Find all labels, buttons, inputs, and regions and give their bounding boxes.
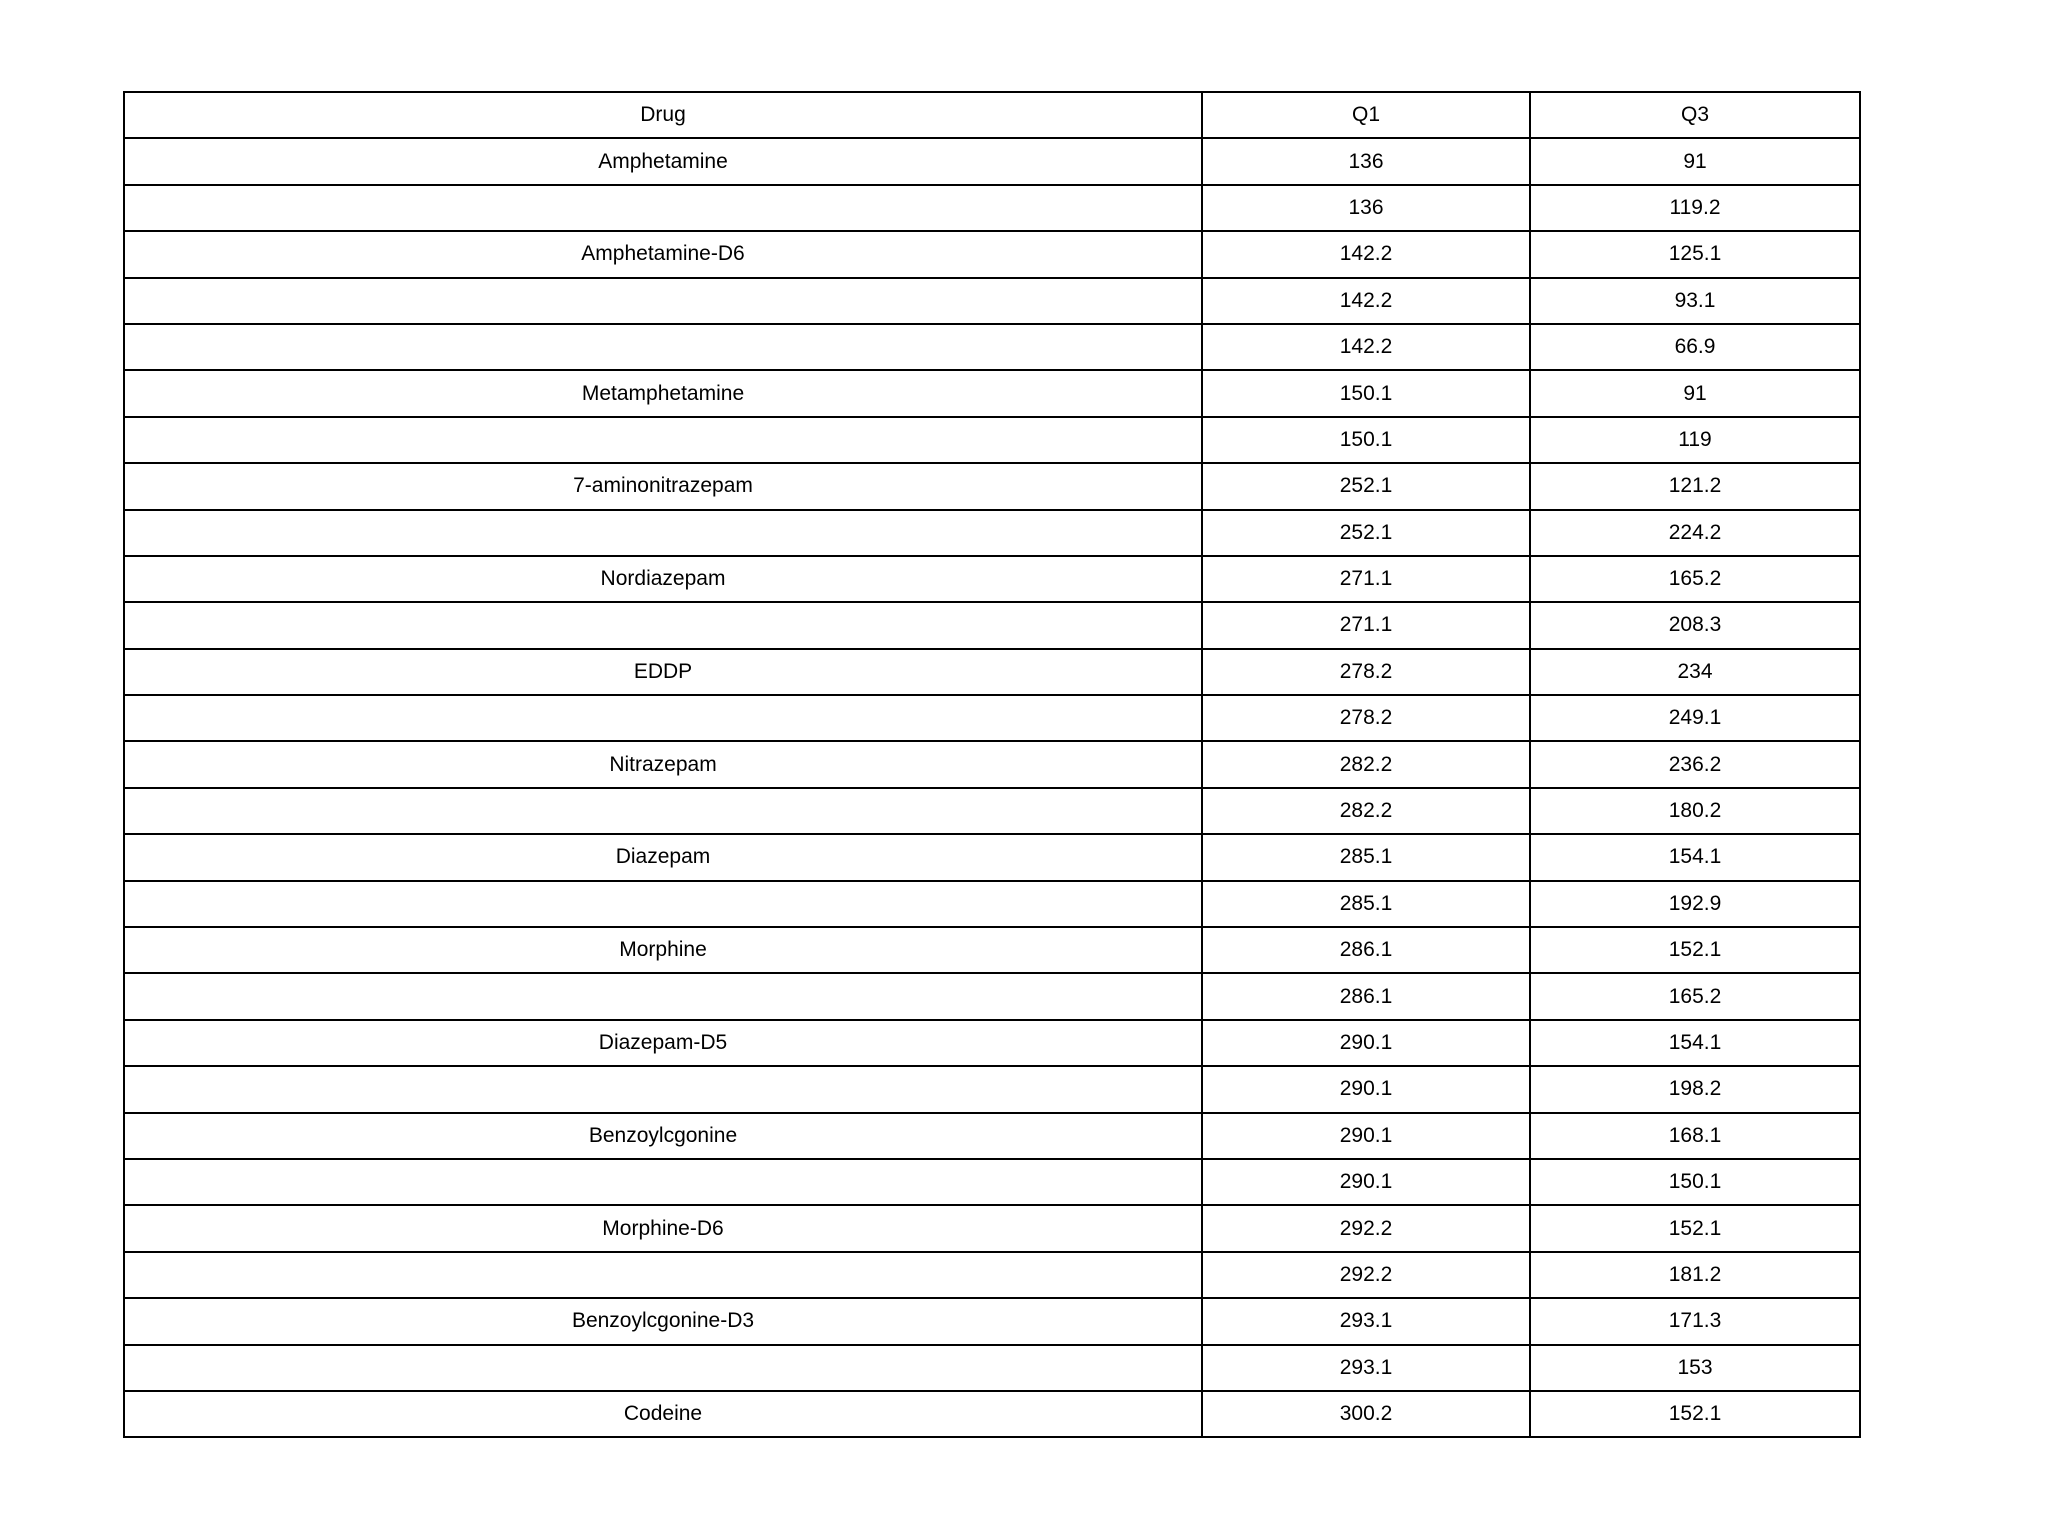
table-row bbox=[124, 1159, 1860, 1205]
table-row bbox=[124, 556, 1860, 602]
cell-q1: 285.1 bbox=[1202, 881, 1530, 927]
cell-q1: 142.2 bbox=[1202, 324, 1530, 370]
cell-drug: Morphine-D6 bbox=[124, 1205, 1202, 1251]
cell-drug: Diazepam bbox=[124, 834, 1202, 880]
table-row bbox=[124, 1345, 1860, 1391]
cell-q3: 152.1 bbox=[1530, 1391, 1860, 1437]
cell-q3: 236.2 bbox=[1530, 741, 1860, 787]
cell-drug bbox=[124, 1159, 1202, 1205]
cell-q1: 252.1 bbox=[1202, 510, 1530, 556]
cell-q3: 119.2 bbox=[1530, 185, 1860, 231]
cell-drug bbox=[124, 185, 1202, 231]
cell-drug: Diazepam-D5 bbox=[124, 1020, 1202, 1066]
cell-drug: Amphetamine-D6 bbox=[124, 231, 1202, 277]
cell-drug: Codeine bbox=[124, 1391, 1202, 1437]
cell-q1: 293.1 bbox=[1202, 1345, 1530, 1391]
cell-q3: 208.3 bbox=[1530, 602, 1860, 648]
cell-q3: 168.1 bbox=[1530, 1113, 1860, 1159]
header-drug: Drug bbox=[124, 92, 1202, 138]
table-row bbox=[124, 1391, 1860, 1437]
cell-drug bbox=[124, 973, 1202, 1019]
drug-transition-table bbox=[123, 91, 1861, 1438]
cell-q1: 292.2 bbox=[1202, 1252, 1530, 1298]
cell-drug bbox=[124, 695, 1202, 741]
cell-q1: 271.1 bbox=[1202, 602, 1530, 648]
table-row bbox=[124, 695, 1860, 741]
table-row bbox=[124, 602, 1860, 648]
cell-q3: 121.2 bbox=[1530, 463, 1860, 509]
table-row bbox=[124, 510, 1860, 556]
cell-drug bbox=[124, 1345, 1202, 1391]
table-row bbox=[124, 834, 1860, 880]
table-row bbox=[124, 973, 1860, 1019]
table-row bbox=[124, 1020, 1860, 1066]
cell-q1: 136 bbox=[1202, 138, 1530, 184]
cell-drug: Metamphetamine bbox=[124, 370, 1202, 416]
table-row bbox=[124, 185, 1860, 231]
cell-drug: Benzoylcgonine-D3 bbox=[124, 1298, 1202, 1344]
cell-q3: 152.1 bbox=[1530, 1205, 1860, 1251]
cell-q1: 286.1 bbox=[1202, 973, 1530, 1019]
cell-q3: 91 bbox=[1530, 138, 1860, 184]
table-row bbox=[124, 881, 1860, 927]
table-row bbox=[124, 649, 1860, 695]
cell-q1: 286.1 bbox=[1202, 927, 1530, 973]
table-row bbox=[124, 1205, 1860, 1251]
cell-drug bbox=[124, 881, 1202, 927]
cell-q1: 290.1 bbox=[1202, 1020, 1530, 1066]
cell-q1: 278.2 bbox=[1202, 695, 1530, 741]
cell-q1: 150.1 bbox=[1202, 417, 1530, 463]
cell-q3: 119 bbox=[1530, 417, 1860, 463]
cell-drug: Morphine bbox=[124, 927, 1202, 973]
cell-q3: 192.9 bbox=[1530, 881, 1860, 927]
cell-q1: 290.1 bbox=[1202, 1066, 1530, 1112]
cell-q1: 271.1 bbox=[1202, 556, 1530, 602]
cell-q1: 300.2 bbox=[1202, 1391, 1530, 1437]
cell-drug bbox=[124, 417, 1202, 463]
cell-drug: Amphetamine bbox=[124, 138, 1202, 184]
table-header bbox=[124, 92, 1860, 138]
table-row bbox=[124, 463, 1860, 509]
cell-q3: 165.2 bbox=[1530, 556, 1860, 602]
cell-q3: 93.1 bbox=[1530, 278, 1860, 324]
header-row bbox=[124, 92, 1860, 138]
cell-q3: 198.2 bbox=[1530, 1066, 1860, 1112]
cell-q1: 142.2 bbox=[1202, 231, 1530, 277]
cell-q1: 290.1 bbox=[1202, 1159, 1530, 1205]
cell-q3: 150.1 bbox=[1530, 1159, 1860, 1205]
cell-drug bbox=[124, 602, 1202, 648]
cell-drug bbox=[124, 324, 1202, 370]
table-row bbox=[124, 1113, 1860, 1159]
cell-q1: 292.2 bbox=[1202, 1205, 1530, 1251]
table-row bbox=[124, 927, 1860, 973]
cell-drug bbox=[124, 510, 1202, 556]
cell-q1: 142.2 bbox=[1202, 278, 1530, 324]
cell-q1: 290.1 bbox=[1202, 1113, 1530, 1159]
cell-drug bbox=[124, 1252, 1202, 1298]
table-row bbox=[124, 1252, 1860, 1298]
cell-q3: 154.1 bbox=[1530, 1020, 1860, 1066]
table-row bbox=[124, 1298, 1860, 1344]
cell-drug: EDDP bbox=[124, 649, 1202, 695]
cell-q3: 125.1 bbox=[1530, 231, 1860, 277]
table-row bbox=[124, 231, 1860, 277]
table-row bbox=[124, 370, 1860, 416]
cell-q3: 181.2 bbox=[1530, 1252, 1860, 1298]
cell-drug: Nitrazepam bbox=[124, 741, 1202, 787]
cell-q3: 234 bbox=[1530, 649, 1860, 695]
table-row bbox=[124, 324, 1860, 370]
table-row bbox=[124, 138, 1860, 184]
cell-q1: 285.1 bbox=[1202, 834, 1530, 880]
cell-q3: 224.2 bbox=[1530, 510, 1860, 556]
cell-q1: 136 bbox=[1202, 185, 1530, 231]
cell-q1: 293.1 bbox=[1202, 1298, 1530, 1344]
cell-drug bbox=[124, 788, 1202, 834]
cell-q1: 282.2 bbox=[1202, 741, 1530, 787]
cell-q1: 282.2 bbox=[1202, 788, 1530, 834]
cell-drug: 7-aminonitrazepam bbox=[124, 463, 1202, 509]
table-body bbox=[124, 138, 1860, 1437]
cell-drug bbox=[124, 1066, 1202, 1112]
cell-q3: 165.2 bbox=[1530, 973, 1860, 1019]
table-row bbox=[124, 1066, 1860, 1112]
header-q1: Q1 bbox=[1202, 92, 1530, 138]
cell-q3: 152.1 bbox=[1530, 927, 1860, 973]
table-row bbox=[124, 788, 1860, 834]
cell-q3: 91 bbox=[1530, 370, 1860, 416]
cell-q3: 180.2 bbox=[1530, 788, 1860, 834]
cell-q1: 252.1 bbox=[1202, 463, 1530, 509]
cell-q3: 249.1 bbox=[1530, 695, 1860, 741]
cell-q3: 153 bbox=[1530, 1345, 1860, 1391]
header-q3: Q3 bbox=[1530, 92, 1860, 138]
cell-drug bbox=[124, 278, 1202, 324]
cell-drug: Nordiazepam bbox=[124, 556, 1202, 602]
cell-q3: 154.1 bbox=[1530, 834, 1860, 880]
cell-q3: 171.3 bbox=[1530, 1298, 1860, 1344]
table-row bbox=[124, 278, 1860, 324]
cell-q1: 150.1 bbox=[1202, 370, 1530, 416]
cell-q1: 278.2 bbox=[1202, 649, 1530, 695]
cell-drug: Benzoylcgonine bbox=[124, 1113, 1202, 1159]
cell-q3: 66.9 bbox=[1530, 324, 1860, 370]
table-row bbox=[124, 741, 1860, 787]
table-row bbox=[124, 417, 1860, 463]
